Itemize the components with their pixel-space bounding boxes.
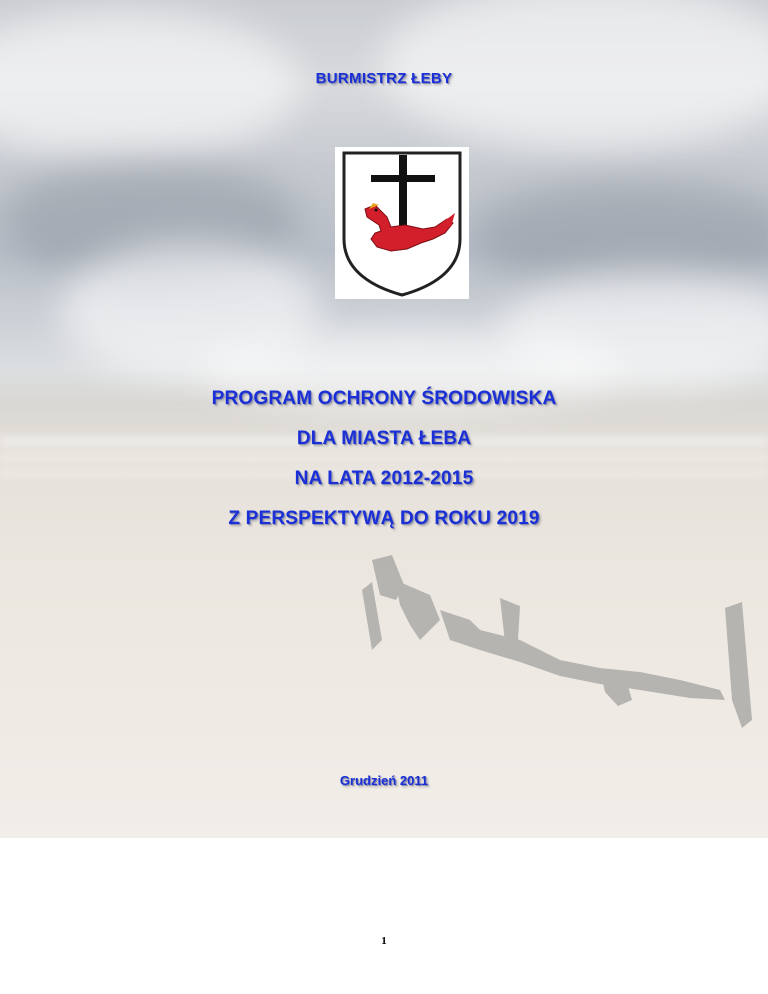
coat-of-arms-icon bbox=[335, 147, 469, 299]
publication-date: Grudzień 2011 bbox=[339, 773, 429, 788]
document-title-line-3: NA LATA 2012-2015 bbox=[294, 468, 474, 489]
document-title-line-2: DLA MIASTA ŁEBA bbox=[296, 428, 472, 449]
document-title-line-4: Z PERSPEKTYWĄ DO ROKU 2019 bbox=[228, 508, 540, 529]
issuing-authority: BURMISTRZ ŁEBY bbox=[315, 70, 453, 87]
page-number: 1 bbox=[381, 935, 387, 947]
document-title-line-1: PROGRAM OCHRONY ŚRODOWISKA bbox=[211, 388, 557, 409]
